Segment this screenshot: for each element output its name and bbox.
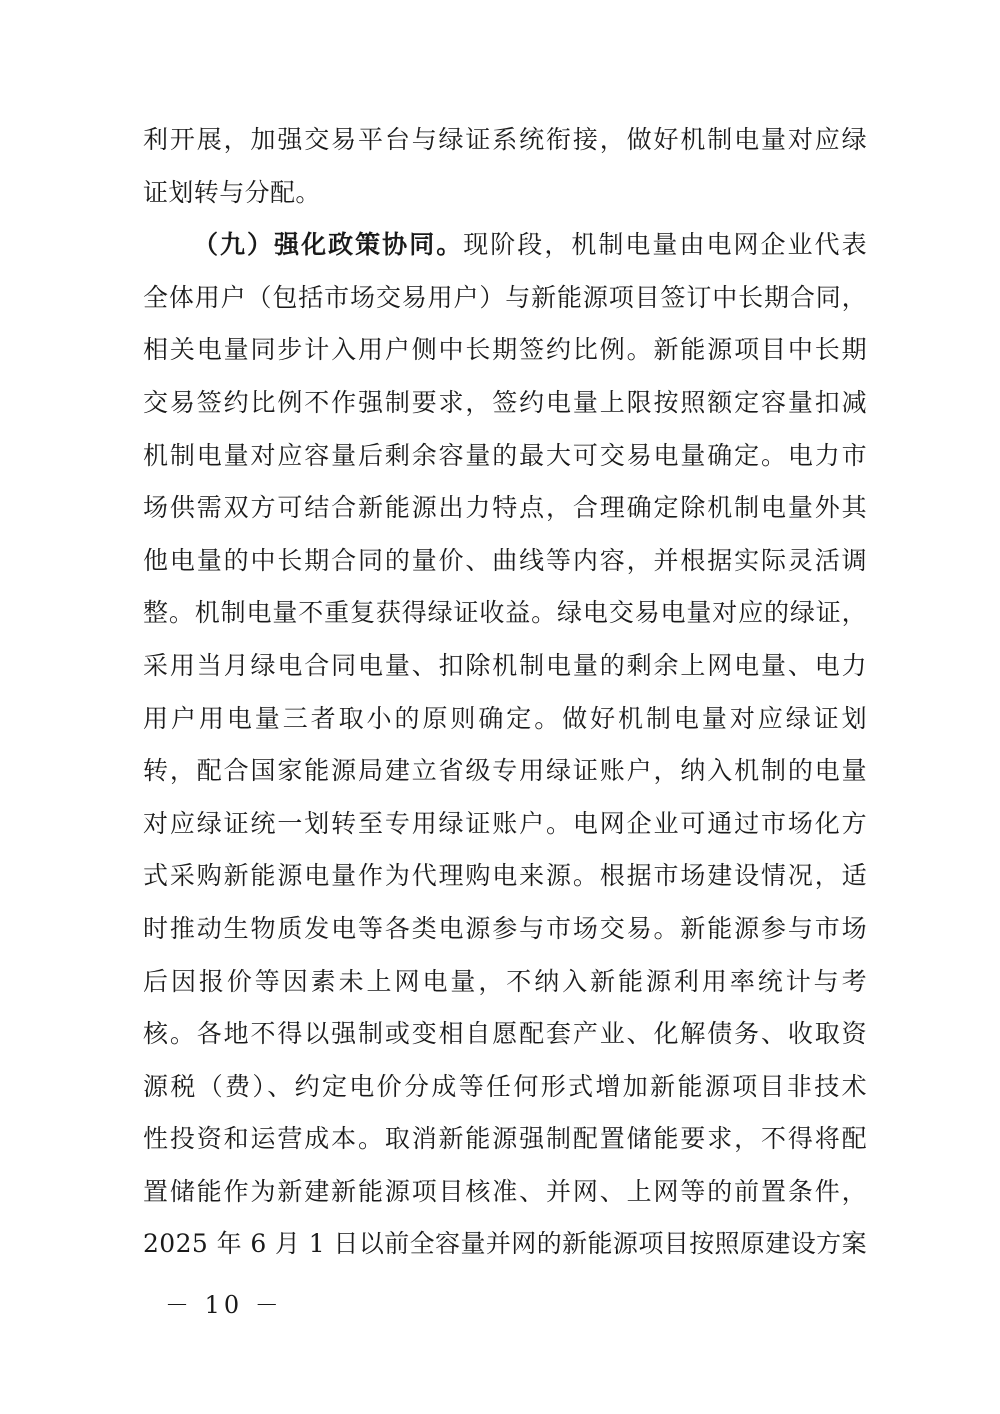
page-number: － 10 － <box>165 1291 283 1319</box>
text-line-10: 整。机制电量不重复获得绿证收益。绿电交易电量对应的绿证， <box>143 598 867 628</box>
text-line-19: 源税（费）、约定电价分成等任何形式增加新能源项目非技术 <box>143 1071 867 1101</box>
text-line-11: 采用当月绿电合同电量、扣除机制电量的剩余上网电量、电力 <box>143 650 867 680</box>
text-line-7: 机制电量对应容量后剩余容量的最大可交易电量确定。电力市 <box>143 440 867 470</box>
text-line-20: 性投资和运营成本。取消新能源强制配置储能要求，不得将配 <box>143 1124 867 1154</box>
section-lead-text: 现阶段，机制电量由电网企业代表 <box>463 230 867 260</box>
text-line-12: 用户用电量三者取小的原则确定。做好机制电量对应绿证划 <box>143 703 867 733</box>
text-line-5: 相关电量同步计入用户侧中长期签约比例。新能源项目中长期 <box>143 335 867 365</box>
text-line-4: 全体用户（包括市场交易用户）与新能源项目签订中长期合同， <box>143 282 867 312</box>
text-line-2: 证划转与分配。 <box>143 177 321 207</box>
section-first-line <box>143 219 867 272</box>
text-line-6: 交易签约比例不作强制要求，签约电量上限按照额定容量扣减 <box>143 387 867 417</box>
text-line-8: 场供需双方可结合新能源出力特点，合理确定除机制电量外其 <box>143 493 867 523</box>
text-line-18: 核。各地不得以强制或变相自愿配套产业、化解债务、收取资 <box>143 1019 867 1049</box>
text-line-17: 后因报价等因素未上网电量，不纳入新能源利用率统计与考 <box>143 966 867 996</box>
section-heading: （九）强化政策协同。 <box>193 230 464 260</box>
text-line-15: 式采购新能源电量作为代理购电来源。根据市场建设情况，适 <box>143 861 867 891</box>
text-line-16: 时推动生物质发电等各类电源参与市场交易。新能源参与市场 <box>143 913 867 943</box>
body-text <box>143 114 867 1271</box>
text-line-9: 他电量的中长期合同的量价、曲线等内容，并根据实际灵活调 <box>143 545 867 575</box>
text-line-13: 转，配合国家能源局建立省级专用绿证账户，纳入机制的电量 <box>143 756 867 786</box>
text-line-14: 对应绿证统一划转至专用绿证账户。电网企业可通过市场化方 <box>143 808 867 838</box>
text-line-21: 置储能作为新建新能源项目核准、并网、上网等的前置条件， <box>143 1176 867 1206</box>
text-line-1: 利开展，加强交易平台与绿证系统衔接，做好机制电量对应绿 <box>143 125 867 154</box>
text-line-22: 2025 年 6 月 1 日以前全容量并网的新能源项目按照原建设方案 <box>143 1229 867 1259</box>
